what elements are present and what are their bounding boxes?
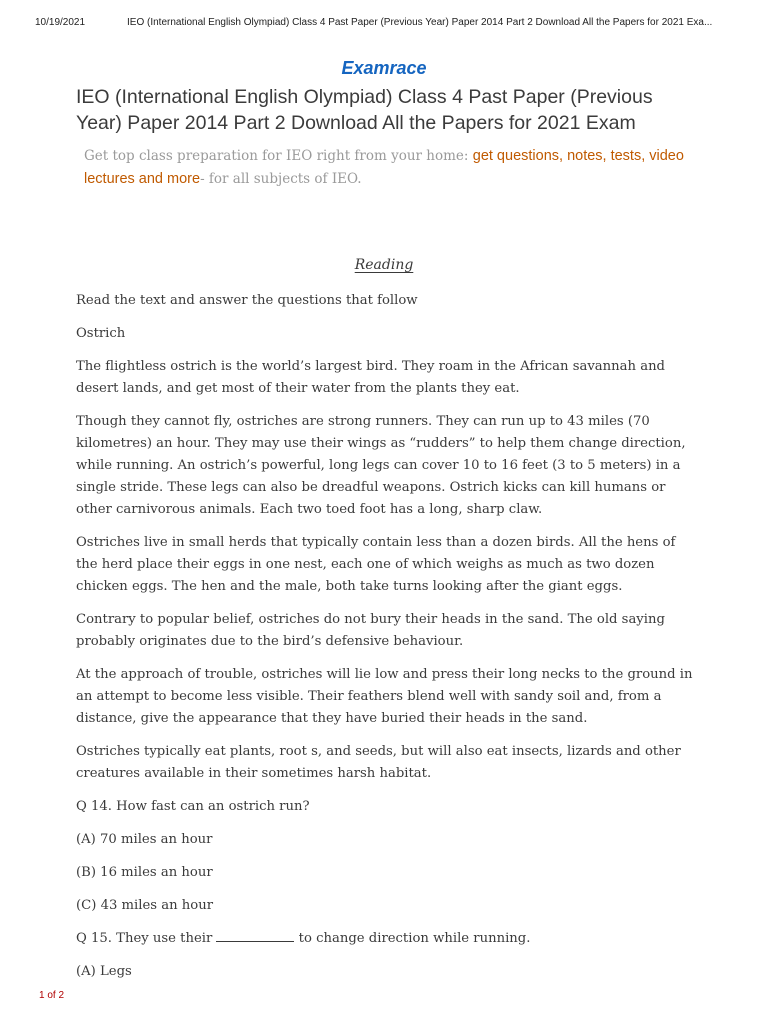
q15-text-after: to change direction while running.	[294, 931, 531, 946]
passage-title: Ostrich	[76, 326, 126, 341]
print-header	[0, 14, 768, 30]
promo-text	[84, 145, 694, 191]
q14-option-b: (B) 16 miles an hour	[76, 865, 213, 880]
promo-suffix: - for all subjects of IEO.	[200, 171, 362, 187]
paragraph: Though they cannot fly, ostriches are strong runners. They can run up to 43 miles (70 kilometres) an hour. They may use their wings as “rudders” to help them change direction, while running. An ostrich’s powerful, long legs can cover 10 to 16 feet (3 to 5 meters) in a single stride. These legs can also be dreadful weapons. Ostrich kicks can kill humans or other carnivorous animals. Each two toed foot has a long, sharp claw.	[76, 414, 686, 517]
question-14: Q 14. How fast can an ostrich run?	[76, 799, 310, 814]
q14-option-c: (C) 43 miles an hour	[76, 898, 214, 913]
paragraph: Contrary to popular belief, ostriches do not bury their heads in the sand. The old saying probably originates due to the bird’s defensive behaviour.	[76, 612, 665, 649]
page-title: IEO (International English Olympiad) Class 4 Past Paper (Previous Year) Paper 2014 Part 2 Download All the Papers for 2021 Exam	[76, 86, 653, 134]
q14-option-a: (A) 70 miles an hour	[76, 832, 213, 847]
paragraph: At the approach of trouble, ostriches will lie low and press their long necks to the ground in an attempt to become less visible. Their feathers blend well with sandy soil and, from a distance, give the appearance that they have buried their heads in the sand.	[76, 667, 693, 726]
paragraph: The flightless ostrich is the world’s largest bird. They roam in the African savannah and desert lands, and get most of their water from the plants they eat.	[76, 359, 666, 396]
page-number: 1 of 2	[39, 990, 65, 1001]
print-date: 10/19/2021	[35, 17, 86, 28]
q15-text-before: Q 15. They use their	[76, 931, 217, 946]
fill-in-blank	[216, 928, 294, 942]
promo-prefix: Get top class preparation for IEO right from your home:	[84, 148, 473, 164]
question-15	[76, 928, 696, 950]
paragraph: Ostriches live in small herds that typically contain less than a dozen birds. All the hens of the herd place their eggs in one nest, each one of which weighs as much as two dozen chicken eggs. The hen and the male, both take turns looking after the giant eggs.	[76, 535, 676, 594]
q15-option-a: (A) Legs	[76, 964, 132, 979]
section-heading: Reading	[354, 257, 414, 273]
document-body	[76, 290, 696, 994]
brand-logo[interactable]: Examrace	[341, 58, 427, 78]
instruction: Read the text and answer the questions that follow	[76, 293, 418, 308]
print-page-title: IEO (International English Olympiad) Class 4 Past Paper (Previous Year) Paper 2014 Part 2 Download All the Papers for 2021 Exa...	[127, 17, 713, 28]
promo-link[interactable]: get questions, notes, tests, video lectures and more	[84, 148, 684, 187]
paragraph: Ostriches typically eat plants, root s, and seeds, but will also eat insects, lizards and other creatures available in their sometimes harsh habitat.	[76, 744, 681, 781]
